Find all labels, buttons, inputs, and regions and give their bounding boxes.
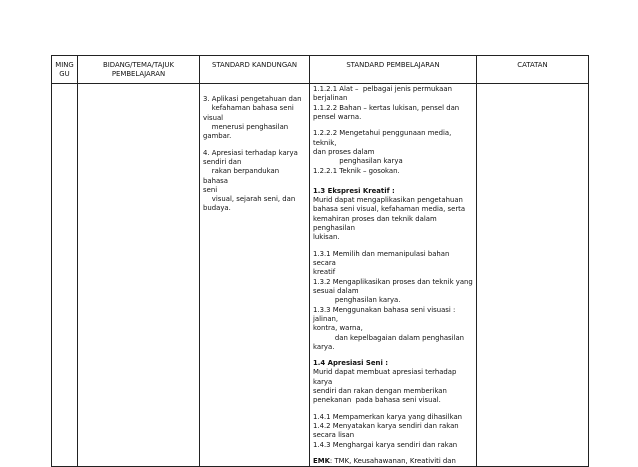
kandungan-item-4 — [203, 149, 306, 214]
pembelajaran-intro-2 — [313, 129, 473, 176]
cell-bidang — [78, 84, 200, 467]
section-item-line: 1.4.1 Mempamerkan karya yang dihasilkan — [313, 412, 463, 421]
cell-pembelajaran — [310, 84, 477, 467]
pembelajaran-line: berjalinan — [313, 94, 348, 103]
kandungan-item-3 — [203, 95, 306, 142]
section-item-line: 1.4.2 Menyatakan karya sendiri dan rakan — [313, 422, 459, 430]
pembelajaran-line: 1.1.2.1 Alat – pelbagai jenis permukaan — [313, 85, 452, 93]
section-item-line: penghasilan karya. — [313, 296, 401, 305]
section-desc-line: Murid dapat mengaplikasikan pengetahuan — [313, 196, 463, 205]
cell-catatan — [477, 84, 589, 467]
cell-kandungan — [200, 84, 310, 467]
section-item-line: sesuai dalam — [313, 286, 359, 295]
header-minggu-line-1: MING — [55, 61, 74, 69]
section-item-line: kreatif — [313, 268, 336, 277]
section-title: 1.4 Apresiasi Seni : — [313, 359, 388, 368]
kandungan-4-line: 4. Apresiasi terhadap karya — [203, 148, 298, 157]
section-1-4 — [313, 359, 473, 406]
section-item-line: dan kepelbagaian dalam penghasilan — [313, 333, 465, 342]
header-bidang-line-1: BIDANG/TEMA/TAJUK — [103, 61, 174, 69]
section-item-line: secara lisan — [313, 431, 355, 440]
kandungan-3-line: kefahaman bahasa seni — [203, 104, 294, 113]
kandungan-4-line: budaya. — [203, 204, 231, 213]
section-item-line: 1.3.2 Mengaplikasikan proses dan teknik yang — [313, 277, 473, 286]
kandungan-3-line: visual — [203, 113, 224, 122]
header-minggu — [52, 56, 78, 84]
emk-label: EMK — [313, 456, 330, 465]
header-catatan — [477, 56, 589, 84]
kandungan-4-line: visual, sejarah seni, dan — [203, 195, 296, 204]
section-desc-line: sendiri dan rakan dengan memberikan — [313, 387, 447, 396]
emk-text: : TMK, Keusahawanan, Kreativiti dan — [329, 456, 456, 465]
section-item-line: 1.4.3 Menghargai karya sendiri dan rakan — [313, 440, 458, 449]
pembelajaran-line: 1.2.2.2 Mengetahui penggunaan media, teknik, — [313, 129, 454, 147]
lesson-plan-table — [51, 55, 589, 467]
cell-minggu — [52, 84, 78, 467]
header-bidang-line-2: PEMBELAJARAN — [111, 70, 166, 79]
header-row — [52, 56, 589, 84]
pembelajaran-line: pensel warna. — [313, 112, 362, 121]
header-kandungan-line-1: STANDARD KANDUNGAN — [211, 61, 298, 69]
section-item-line: karya. — [313, 342, 335, 351]
section-desc-line: penekanan pada bahasa seni visual. — [313, 396, 441, 405]
kandungan-4-line: sendiri dan — [203, 157, 242, 166]
kandungan-3-line: 3. Aplikasi pengetahuan dan — [203, 95, 302, 103]
pembelajaran-line: 1.2.2.1 Teknik – gosokan. — [313, 166, 400, 175]
emk-line — [313, 457, 473, 466]
pembelajaran-line: penghasilan karya — [313, 157, 403, 166]
pembelajaran-line: dan proses dalam — [313, 147, 375, 156]
section-item-line: 1.3.1 Memilih dan memanipulasi bahan secara — [313, 249, 452, 267]
content-row — [52, 84, 589, 467]
section-1-3 — [313, 187, 473, 243]
kandungan-4-line: seni — [203, 185, 218, 194]
section-1-4-items — [313, 413, 473, 450]
section-desc-line: Murid dapat membuat apresiasi terhadap karya — [313, 368, 459, 386]
pembelajaran-line: 1.1.2.2 Bahan – kertas lukisan, pensel dan — [313, 103, 460, 112]
section-desc-line: lukisan. — [313, 233, 340, 242]
section-desc-line: bahasa seni visual, kefahaman media, serta — [313, 205, 466, 214]
header-catatan-line-1: CATATAN — [517, 61, 548, 69]
header-pembelajaran-line-1: STANDARD PEMBELAJARAN — [346, 61, 440, 69]
kandungan-3-line: gambar. — [203, 132, 232, 141]
section-1-3-items — [313, 250, 473, 352]
pembelajaran-intro — [313, 85, 473, 122]
section-desc-line: kemahiran proses dan teknik dalam penghasilan — [313, 214, 439, 233]
kandungan-4-line: rakan berpandukan bahasa — [203, 167, 282, 185]
kandungan-3-line: menerusi penghasilan — [203, 122, 289, 131]
section-title: 1.3 Ekspresi Kreatif : — [313, 186, 395, 195]
header-kandungan — [200, 56, 310, 84]
header-minggu-line-2: GU — [59, 70, 70, 79]
section-item-line: kontra, warna, — [313, 324, 363, 333]
header-bidang — [78, 56, 200, 84]
header-pembelajaran — [310, 56, 477, 84]
section-item-line: 1.3.3 Menggunakan bahasa seni visuasi : jalinan, — [313, 305, 458, 323]
